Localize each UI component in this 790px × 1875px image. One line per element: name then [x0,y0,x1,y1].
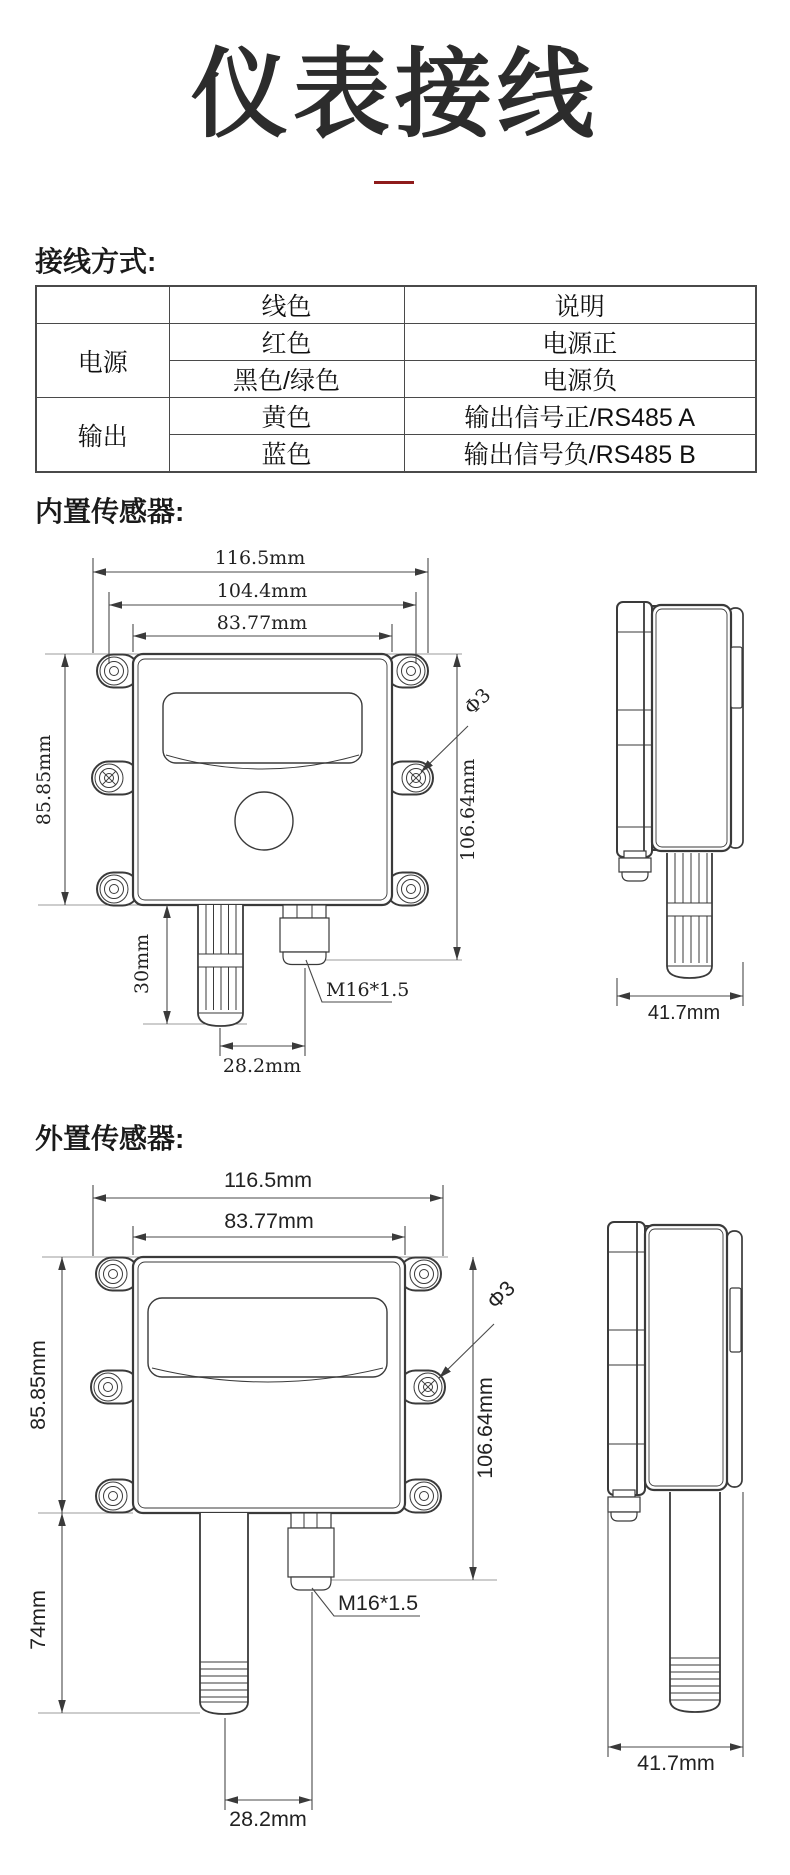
dim-mount-hole-dia: Φ3 [482,1276,520,1314]
wire-color-cell: 黑色/绿色 [169,361,404,398]
enclosure-body [133,654,392,905]
dim-probe-offset: 28.2mm [222,1055,302,1077]
probe-front [198,905,243,1026]
side-body [652,605,731,851]
cable-gland-side [608,1490,640,1521]
wire-color-cell: 黄色 [169,398,404,435]
title-accent-divider [374,181,414,184]
dim-overall-height: 106.64mm [473,1377,497,1479]
col-header-description: 说明 [404,286,756,324]
dim-gland-thread: M16*1.5 [338,1591,419,1615]
col-header-wire-color: 线色 [169,286,404,324]
side-flange [617,602,652,857]
wire-desc-cell: 电源负 [404,361,756,398]
side-view [608,1222,742,1712]
page-title: 仪表接线 [191,40,599,149]
wire-desc-cell: 电源正 [404,324,756,361]
dim-side-depth: 41.7mm [647,1002,721,1024]
dim-gland-thread: M16*1.5 [326,979,410,1001]
probe-front [200,1513,248,1714]
front-view [91,1257,445,1714]
side-flange [608,1222,645,1495]
dim-overall-width: 116.5mm [214,547,306,569]
dim-probe-length: 74mm [26,1590,50,1650]
wiring-section-heading: 接线方式: [35,246,157,277]
side-body [645,1225,727,1490]
wire-color-cell: 红色 [169,324,404,361]
dim-body-width: 83.77mm [224,1209,314,1233]
dim-probe-length: 30mm [131,933,153,995]
group-label-output: 输出 [36,398,169,473]
external-sensor-diagram [0,1160,790,1860]
table-header-row [36,286,756,324]
side-view [617,602,743,978]
wire-desc-cell: 输出信号正/RS485 A [404,398,756,435]
enclosure-body [133,1257,405,1513]
dim-body-height: 85.85mm [33,734,55,826]
table-row [36,398,756,435]
dim-body-width: 83.77mm [216,612,308,634]
internal-sensor-heading: 内置传感器: [35,496,185,527]
dim-body-height: 85.85mm [26,1340,50,1430]
internal-sensor-diagram [0,545,790,1085]
dim-mount-hole-dia: Φ3 [460,684,496,720]
dim-probe-offset: 28.2mm [229,1807,307,1831]
dim-overall-width: 116.5mm [223,1168,313,1192]
dim-hole-spacing-width: 104.4mm [216,580,308,602]
wiring-table [35,285,757,473]
cable-gland-front [280,905,329,965]
group-label-power: 电源 [36,324,169,398]
cable-gland-front [288,1513,334,1590]
wire-desc-cell: 输出信号负/RS485 B [404,435,756,473]
external-sensor-heading: 外置传感器: [35,1123,185,1154]
table-corner-cell [36,286,169,324]
table-row [36,324,756,361]
probe-side [670,1492,720,1712]
probe-side [667,853,712,978]
wire-color-cell: 蓝色 [169,435,404,473]
dim-side-depth: 41.7mm [637,1751,715,1775]
cable-gland-side [619,851,651,881]
dim-overall-height: 106.64mm [457,758,479,862]
